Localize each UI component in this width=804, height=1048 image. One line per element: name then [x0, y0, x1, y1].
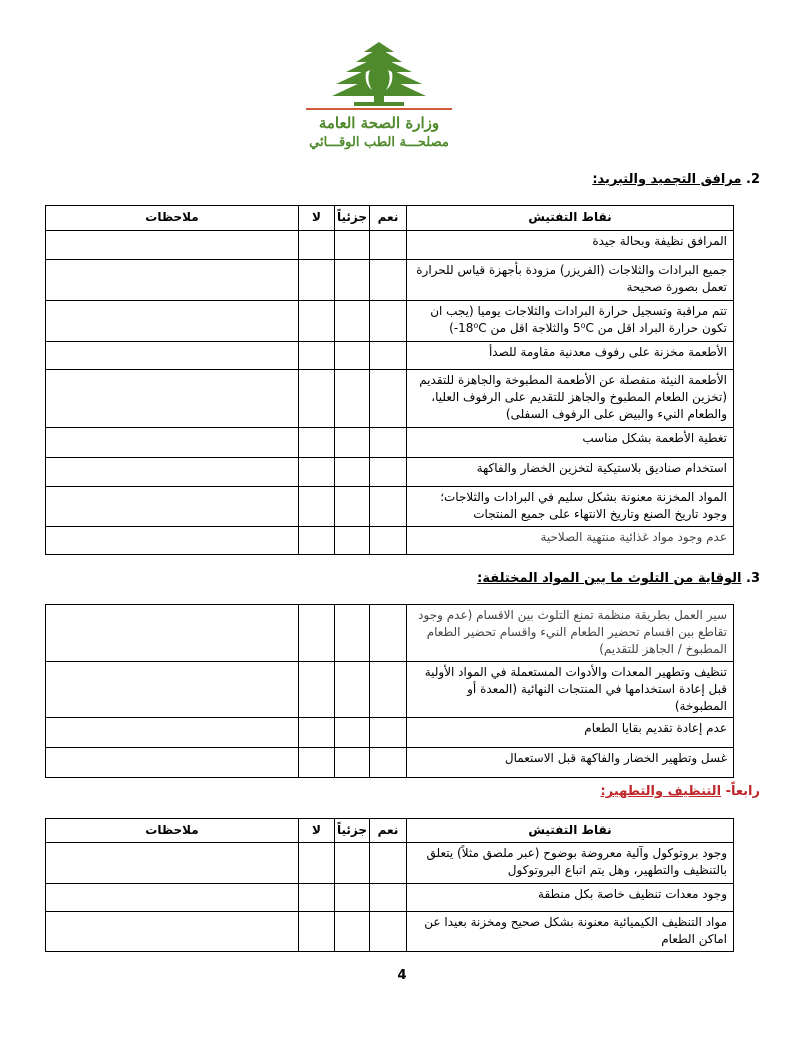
yes-cell[interactable] — [370, 884, 407, 912]
no-cell[interactable] — [299, 527, 335, 555]
yes-cell[interactable] — [370, 843, 407, 884]
inspection-item: عدم وجود مواد غذائية منتهية الصلاحية — [407, 527, 734, 555]
no-cell[interactable] — [299, 843, 335, 884]
yes-cell[interactable] — [370, 487, 407, 527]
header-no: لا — [299, 206, 335, 231]
table-row — [46, 718, 734, 748]
no-cell[interactable] — [299, 718, 335, 748]
table-row — [46, 748, 734, 778]
notes-cell[interactable] — [46, 231, 299, 260]
cedar-tree-icon — [298, 40, 460, 114]
partial-cell[interactable] — [335, 748, 370, 778]
table-row — [46, 884, 734, 912]
yes-cell[interactable] — [370, 458, 407, 487]
table-row — [46, 458, 734, 487]
section-4-title: التنظيف والتطهير: — [600, 784, 722, 799]
partial-cell[interactable] — [335, 843, 370, 884]
no-cell[interactable] — [299, 370, 335, 428]
yes-cell[interactable] — [370, 748, 407, 778]
yes-cell[interactable] — [370, 605, 407, 662]
no-cell[interactable] — [299, 260, 335, 301]
header-partial: جزئياً — [335, 819, 370, 843]
partial-cell[interactable] — [335, 231, 370, 260]
yes-cell[interactable] — [370, 301, 407, 342]
partial-cell[interactable] — [335, 342, 370, 370]
section-4-heading — [601, 784, 760, 799]
notes-cell[interactable] — [46, 458, 299, 487]
yes-cell[interactable] — [370, 912, 407, 952]
notes-cell[interactable] — [46, 487, 299, 527]
no-cell[interactable] — [299, 605, 335, 662]
partial-cell[interactable] — [335, 912, 370, 952]
partial-cell[interactable] — [335, 884, 370, 912]
inspection-item: استخدام صناديق بلاستيكية لتخزين الخضار والفاكهة — [407, 458, 734, 487]
yes-cell[interactable] — [370, 428, 407, 458]
table-row — [46, 662, 734, 718]
partial-cell[interactable] — [335, 370, 370, 428]
header-yes: نعم — [370, 206, 407, 231]
section-4-prefix: رابعاً- — [725, 784, 760, 799]
notes-cell[interactable] — [46, 428, 299, 458]
table-header-row — [46, 206, 734, 231]
notes-cell[interactable] — [46, 527, 299, 555]
header-inspection-points: نقاط التفتيش — [407, 819, 734, 843]
no-cell[interactable] — [299, 231, 335, 260]
no-cell[interactable] — [299, 884, 335, 912]
header-partial: جزئياً — [335, 206, 370, 231]
section-2-number: 2. — [746, 172, 760, 187]
header-yes: نعم — [370, 819, 407, 843]
freezing-cooling-table — [45, 205, 734, 555]
partial-cell[interactable] — [335, 605, 370, 662]
notes-cell[interactable] — [46, 718, 299, 748]
notes-cell[interactable] — [46, 912, 299, 952]
section-2-title: مرافق التجميد والتبريد: — [592, 172, 742, 187]
partial-cell[interactable] — [335, 487, 370, 527]
partial-cell[interactable] — [335, 662, 370, 718]
section-2-heading — [592, 172, 760, 187]
partial-cell[interactable] — [335, 458, 370, 487]
notes-cell[interactable] — [46, 843, 299, 884]
table-row — [46, 605, 734, 662]
table-row — [46, 231, 734, 260]
inspection-item: وجود معدات تنظيف خاصة بكل منطقة — [407, 884, 734, 912]
notes-cell[interactable] — [46, 342, 299, 370]
table-row — [46, 260, 734, 301]
no-cell[interactable] — [299, 487, 335, 527]
department-name: مصلحـــة الطب الوقـــائي — [309, 135, 449, 150]
notes-cell[interactable] — [46, 605, 299, 662]
no-cell[interactable] — [299, 428, 335, 458]
section-3-title: الوقاية من التلوث ما بين المواد المختلفة: — [477, 571, 742, 586]
yes-cell[interactable] — [370, 231, 407, 260]
cleaning-disinfection-table — [45, 818, 734, 952]
table-row — [46, 527, 734, 555]
table-row — [46, 843, 734, 884]
table-row — [46, 428, 734, 458]
inspection-item: الأطعمة مخزنة على رفوف معدنية مقاومة للصدأ — [407, 342, 734, 370]
notes-cell[interactable] — [46, 301, 299, 342]
notes-cell[interactable] — [46, 662, 299, 718]
table-row — [46, 342, 734, 370]
notes-cell[interactable] — [46, 260, 299, 301]
yes-cell[interactable] — [370, 527, 407, 555]
cross-contamination-table — [45, 604, 734, 778]
partial-cell[interactable] — [335, 301, 370, 342]
inspection-item: مواد التنظيف الكيميائية معنونة بشكل صحيح ومخزنة بعيدا عن اماكن الطعام — [407, 912, 734, 952]
ministry-logo — [298, 40, 460, 154]
notes-cell[interactable] — [46, 748, 299, 778]
inspection-item: وجود بروتوكول وآلية معروضة بوضوح (عبر ملصق مثلاً) يتعلق بالتنظيف والتطهير، وهل يتم اتباع البروتوكول — [407, 843, 734, 884]
no-cell[interactable] — [299, 342, 335, 370]
inspection-item: الأطعمة النيئة منفصلة عن الأطعمة المطبوخة والجاهزة للتقديم (تخزين الطعام المطبوخ والجاهز للتقديم على الرفوف العليا، والطعام النيء والبيض على الرفوف السفلى) — [407, 370, 734, 428]
no-cell[interactable] — [299, 458, 335, 487]
notes-cell[interactable] — [46, 370, 299, 428]
inspection-item: غسل وتطهير الخضار والفاكهة قبل الاستعمال — [407, 748, 734, 778]
yes-cell[interactable] — [370, 662, 407, 718]
table-row — [46, 912, 734, 952]
inspection-item: جميع البرادات والثلاجات (الفريزر) مزودة بأجهزة قياس للحرارة تعمل بصورة صحيحة — [407, 260, 734, 301]
table-row — [46, 370, 734, 428]
yes-cell[interactable] — [370, 260, 407, 301]
section-3-number: 3. — [746, 571, 760, 586]
inspection-item: المواد المخزنة معنونة بشكل سليم في البرادات والثلاجات؛ وجود تاريخ الصنع وتاريخ الانتهاء على جميع المنتجات — [407, 487, 734, 527]
inspection-item: تنظيف وتطهير المعدات والأدوات المستعملة في المواد الأولية قبل إعادة استخدامها في المنتجات النهائية (المعدة أو المطبوخة) — [407, 662, 734, 718]
header-notes: ملاحظات — [46, 206, 299, 231]
ministry-name: وزارة الصحة العامة — [318, 114, 440, 132]
table-row — [46, 301, 734, 342]
section-3-heading — [477, 571, 760, 586]
inspection-item: عدم إعادة تقديم بقايا الطعام — [407, 718, 734, 748]
yes-cell[interactable] — [370, 718, 407, 748]
header-inspection-points: نقاط التفتيش — [407, 206, 734, 231]
partial-cell[interactable] — [335, 428, 370, 458]
header-no: لا — [299, 819, 335, 843]
partial-cell[interactable] — [335, 527, 370, 555]
inspection-item: سير العمل بطريقة منظمة تمنع التلوث بين الاقسام (عدم وجود تقاطع بين اقسام تحضير الطعام النيء واقسام تحضير الطعام المطبوخ / الجاهز للتقديم) — [407, 605, 734, 662]
inspection-item: تغطية الأطعمة بشكل مناسب — [407, 428, 734, 458]
no-cell[interactable] — [299, 748, 335, 778]
partial-cell[interactable] — [335, 260, 370, 301]
inspection-item: المرافق نظيفة وبحالة جيدة — [407, 231, 734, 260]
inspection-item: تتم مراقبة وتسجيل حرارة البرادات والثلاجات يوميا (يجب ان تكون حرارة البراد اقل من 5⁰C والثلاجة اقل من 18⁰C-) — [407, 301, 734, 342]
no-cell[interactable] — [299, 662, 335, 718]
yes-cell[interactable] — [370, 370, 407, 428]
yes-cell[interactable] — [370, 342, 407, 370]
partial-cell[interactable] — [335, 718, 370, 748]
notes-cell[interactable] — [46, 884, 299, 912]
header-notes: ملاحظات — [46, 819, 299, 843]
table-header-row — [46, 819, 734, 843]
no-cell[interactable] — [299, 912, 335, 952]
no-cell[interactable] — [299, 301, 335, 342]
table-row — [46, 487, 734, 527]
page-number: 4 — [397, 968, 407, 983]
